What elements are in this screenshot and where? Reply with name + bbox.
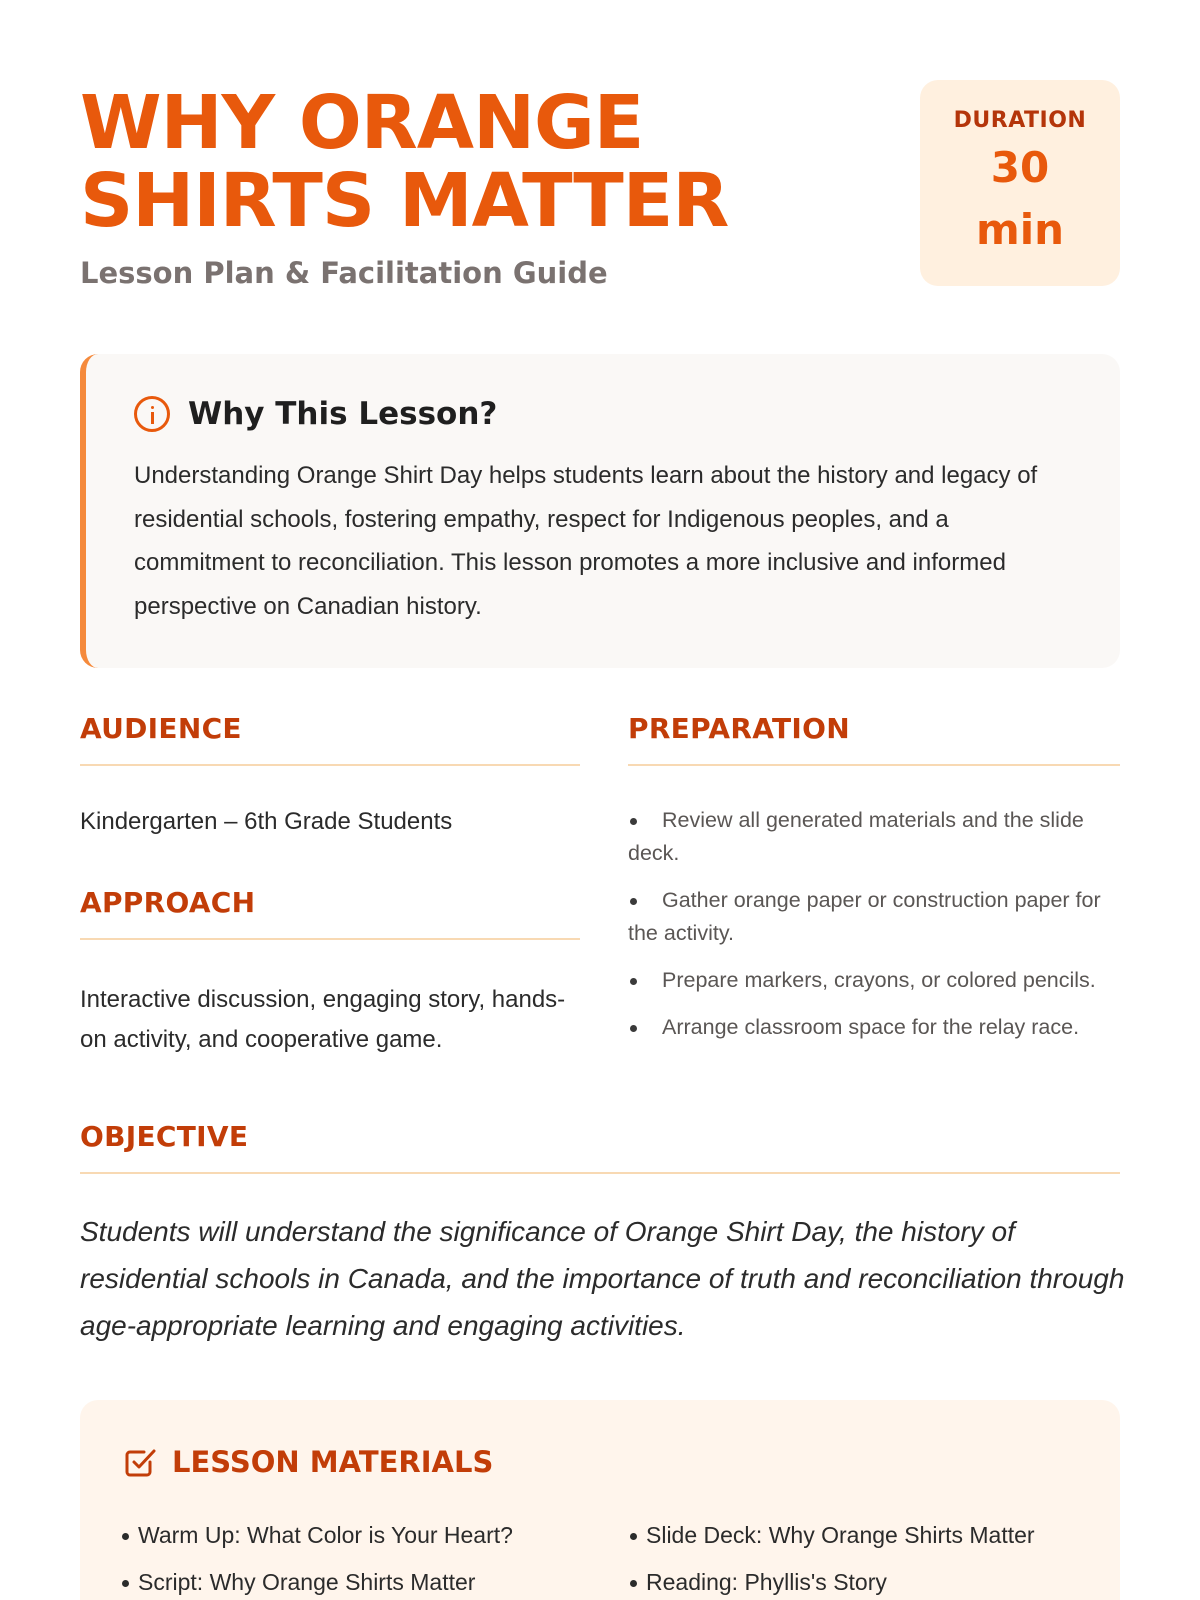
- objective-heading: OBJECTIVE: [80, 1120, 249, 1153]
- list-item: Review all generated materials and the slide deck.: [628, 804, 1120, 870]
- preparation-divider: [628, 764, 1120, 766]
- why-text: Understanding Orange Shirt Day helps students learn about the history and legacy of residential schools, fostering empathy, respect for Indigenous peoples, and a commitment to reconciliation. This lesson promotes a more inclusive and informed perspective on Canadian history.: [134, 462, 1038, 620]
- duration-badge: [920, 80, 1120, 286]
- objective-text: Students will understand the significance of Orange Shirt Day, the history of residential schools in Canada, and the importance of truth and reconciliation through age-appropriate learning and engaging activities.: [80, 1216, 1125, 1341]
- approach-heading: APPROACH: [80, 886, 256, 919]
- why-title: Why This Lesson?: [188, 396, 498, 432]
- page-title: WHY ORANGE SHIRTS MATTER: [80, 80, 729, 244]
- approach-text: Interactive discussion, engaging story, hands-on activity, and cooperative game.: [80, 986, 566, 1053]
- approach-divider: [80, 938, 580, 940]
- why-header: [134, 396, 497, 432]
- duration-label: DURATION: [953, 108, 1087, 133]
- why-this-lesson-card: [80, 354, 1120, 668]
- objective-divider: [80, 1172, 1120, 1174]
- material-item[interactable]: Slide Deck: Why Orange Shirts Matter: [628, 1512, 1068, 1559]
- duration-value: 30 min: [975, 143, 1065, 254]
- checkbox-icon: [122, 1444, 158, 1480]
- info-circle-icon: [134, 396, 170, 432]
- material-item[interactable]: Warm Up: What Color is Your Heart?: [120, 1512, 560, 1559]
- audience-text: Kindergarten – 6th Grade Students: [80, 808, 453, 835]
- materials-list-right: [628, 1512, 1068, 1600]
- list-item: Arrange classroom space for the relay race.: [628, 1011, 1120, 1044]
- page-subtitle: Lesson Plan & Facilitation Guide: [80, 256, 608, 290]
- list-item: Gather orange paper or construction paper for the activity.: [628, 884, 1120, 950]
- material-item[interactable]: Script: Why Orange Shirts Matter: [120, 1559, 560, 1600]
- materials-list-left: [120, 1512, 560, 1600]
- audience-divider: [80, 764, 580, 766]
- audience-heading: AUDIENCE: [80, 712, 242, 745]
- material-item[interactable]: Reading: Phyllis's Story: [628, 1559, 1068, 1600]
- lesson-materials-card: [80, 1400, 1120, 1600]
- preparation-list: [628, 804, 1120, 1058]
- list-item: Prepare markers, crayons, or colored pencils.: [628, 964, 1120, 997]
- materials-heading: LESSON MATERIALS: [172, 1445, 494, 1479]
- preparation-heading: PREPARATION: [628, 712, 850, 745]
- materials-header: [122, 1444, 493, 1480]
